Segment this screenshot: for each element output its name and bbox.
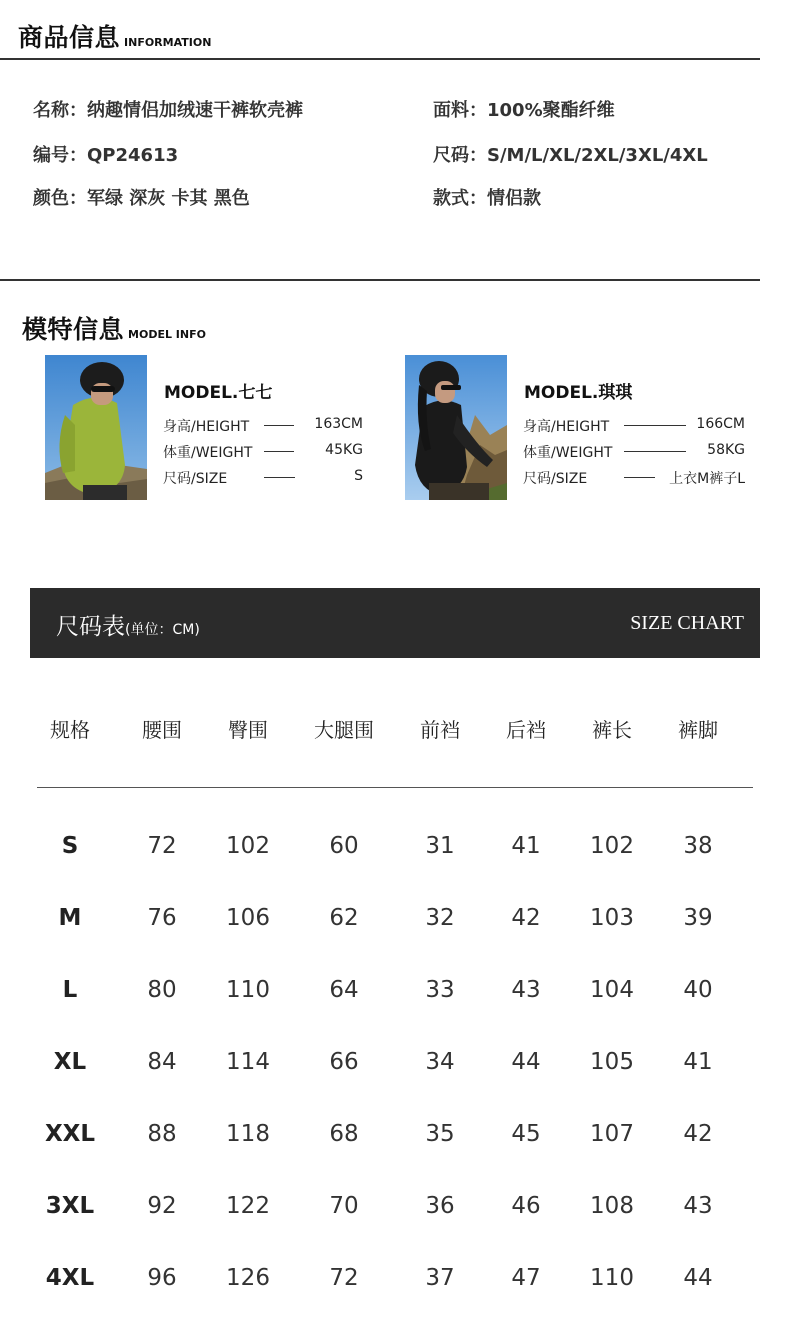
table-cell: 107 [590,1121,634,1147]
table-cell: 68 [329,1121,359,1147]
table-cell: 43 [683,1193,713,1219]
table-header-cell: 大腿围 [314,718,374,742]
size-label-cell: M [58,905,82,931]
model-info-title [22,310,206,346]
model-height-value: 163CM [314,416,363,432]
size-label-cell: 4XL [45,1265,95,1291]
table-cell: 114 [226,1049,270,1075]
model-size-row [163,468,363,486]
divider [0,58,760,60]
table-header-cell: 腰围 [142,718,182,742]
table-cell: 38 [683,833,713,859]
table-cell: 84 [147,1049,177,1075]
table-cell: 72 [329,1265,359,1291]
table-cell: 110 [590,1265,634,1291]
table-cell: 106 [226,905,270,931]
model-weight-row [163,442,363,460]
table-cell: 47 [511,1265,541,1291]
table-cell: 44 [683,1265,713,1291]
model-size-value: S [354,468,363,484]
table-cell: 102 [590,833,634,859]
model-weight-row [523,442,745,460]
table-cell: 45 [511,1121,541,1147]
model-size-value: 上衣M裤子L [669,471,745,487]
product-info-title-cn: 商品信息 [18,23,121,52]
model-size-label: 尺码/SIZE [523,471,588,487]
model-weight-label: 体重/WEIGHT [523,445,613,461]
table-cell: 41 [511,833,541,859]
table-cell: 108 [590,1193,634,1219]
table-cell: 96 [147,1265,177,1291]
table-cell: 34 [425,1049,455,1075]
table-header-cell: 裤长 [592,718,632,742]
table-cell: 36 [425,1193,455,1219]
table-cell: 42 [683,1121,713,1147]
product-sizes: 尺码：S/M/L/XL/2XL/3XL/4XL [433,145,708,166]
size-label-cell: S [61,833,79,859]
product-colors: 颜色：军绿 深灰 卡其 黑色 [33,188,250,209]
dash-line [624,451,686,452]
model-size-row [523,468,745,486]
size-chart-title-cn: 尺码表 [56,614,125,640]
table-cell: 102 [226,833,270,859]
table-cell: 126 [226,1265,270,1291]
table-cell: 122 [226,1193,270,1219]
size-label-cell: XXL [44,1121,96,1147]
table-cell: 72 [147,833,177,859]
dash-line [264,451,294,452]
table-header-cell: 规格 [50,718,90,742]
table-header-cell: 前裆 [420,718,460,742]
table-cell: 88 [147,1121,177,1147]
size-chart-unit: (单位：CM) [125,622,200,638]
table-cell: 39 [683,905,713,931]
model-height-row [163,416,363,434]
table-cell: 40 [683,977,713,1003]
model-weight-value: 45KG [325,442,363,458]
table-cell: 31 [425,833,455,859]
size-chart-title [56,608,200,641]
table-cell: 42 [511,905,541,931]
table-cell: 70 [329,1193,359,1219]
model-photo [405,355,507,500]
product-info-title-en: INFORMATION [124,36,212,49]
table-cell: 33 [425,977,455,1003]
model-size-label: 尺码/SIZE [163,471,228,487]
table-cell: 118 [226,1121,270,1147]
table-cell: 37 [425,1265,455,1291]
dash-line [264,425,294,426]
model-name: MODEL.琪琪 [524,383,633,403]
table-cell: 92 [147,1193,177,1219]
dash-line [624,425,686,426]
product-info-title [18,18,211,54]
size-label-cell: XL [53,1049,87,1075]
table-cell: 44 [511,1049,541,1075]
model-weight-value: 58KG [707,442,745,458]
product-code: 编号：QP24613 [33,145,179,166]
table-header-divider [37,787,753,788]
table-header-cell: 臀围 [228,718,268,742]
table-header-cell: 裤脚 [678,718,718,742]
dash-line [264,477,295,478]
table-cell: 46 [511,1193,541,1219]
table-cell: 80 [147,977,177,1003]
size-label-cell: L [62,977,78,1003]
divider [0,279,760,281]
model-name: MODEL.七七 [164,383,273,403]
table-header-cell: 后裆 [506,718,546,742]
model-info-title-cn: 模特信息 [22,315,125,344]
table-cell: 60 [329,833,359,859]
size-chart-title-en: SIZE CHART [630,612,744,634]
product-fabric: 面料：100%聚酯纤维 [433,100,615,121]
size-chart-header [30,588,760,658]
table-cell: 32 [425,905,455,931]
model-photo [45,355,147,500]
table-cell: 35 [425,1121,455,1147]
table-cell: 62 [329,905,359,931]
model-height-row [523,416,745,434]
table-cell: 104 [590,977,634,1003]
table-cell: 64 [329,977,359,1003]
model-height-label: 身高/HEIGHT [523,419,610,435]
table-cell: 43 [511,977,541,1003]
table-cell: 66 [329,1049,359,1075]
model-height-label: 身高/HEIGHT [163,419,250,435]
dash-line [624,477,655,478]
size-label-cell: 3XL [45,1193,95,1219]
table-cell: 76 [147,905,177,931]
product-name: 名称：纳趣情侣加绒速干裤软壳裤 [33,100,303,121]
model-weight-label: 体重/WEIGHT [163,445,253,461]
table-cell: 105 [590,1049,634,1075]
table-cell: 110 [226,977,270,1003]
table-cell: 103 [590,905,634,931]
model-info-title-en: MODEL INFO [128,328,206,341]
product-style: 款式：情侣款 [433,188,541,209]
model-height-value: 166CM [696,416,745,432]
table-cell: 41 [683,1049,713,1075]
